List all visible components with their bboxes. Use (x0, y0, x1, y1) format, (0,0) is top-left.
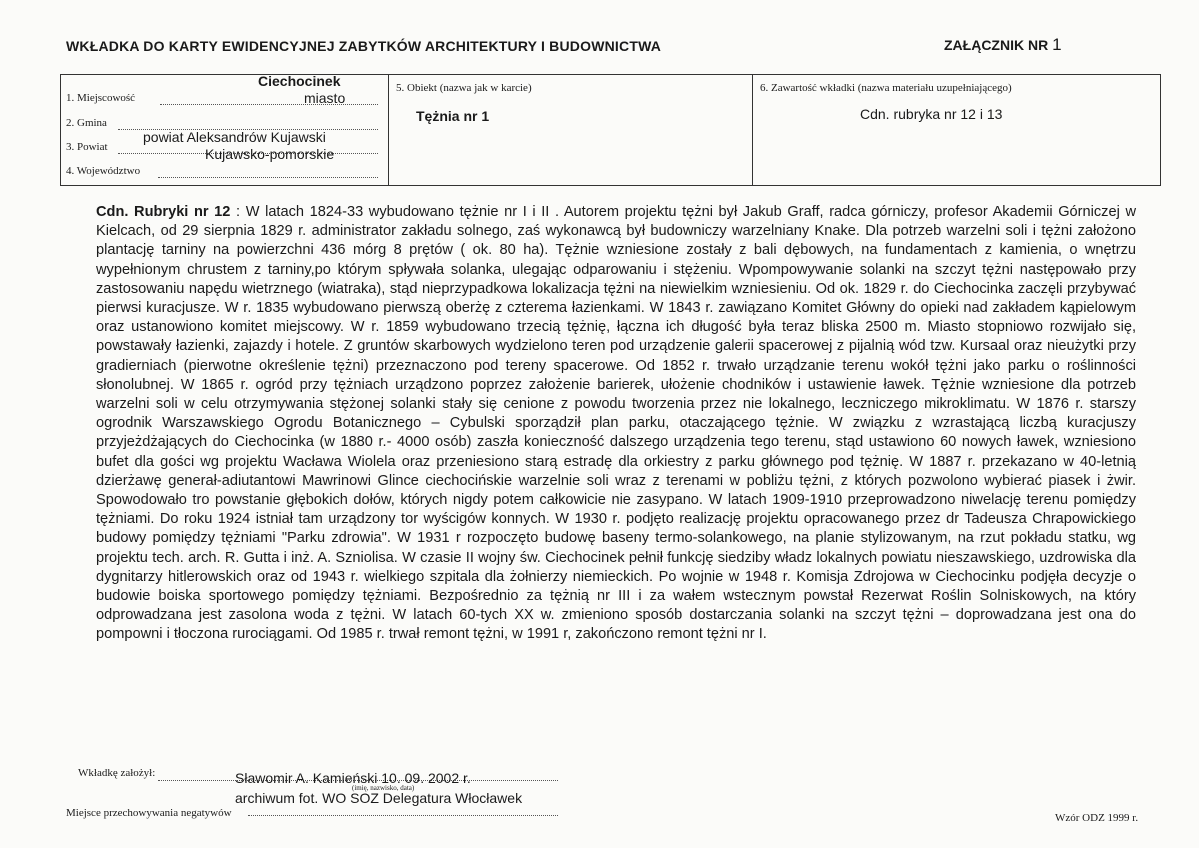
attachment-label: ZAŁĄCZNIK NR (944, 37, 1049, 53)
attachment-number-value: 1 (1052, 35, 1062, 54)
voivodeship-value: Kujawsko-pomorskie (205, 146, 335, 162)
body-text: : W latach 1824-33 wybudowano tężnie nr I i II . Autorem projektu tężni był Jakub Graff, radca górniczy, profesor Akademii Górniczej w Kielcach, od 29 sierpnia 1829 r. administrator zakładu solnego, zaś wykonawcą był budowniczy warzelniany Knake. Dla potrzeb warzelni soli i tężni założono plantację tarniny na powierzchni 436 mórg 8 prętów ( ok. 80 ha). Tężnie wzniesione zostały z bali dębowych, na fundamentach z kamienia, o wnętrzu wypełnionym chrustem z tarniny,po którym spływała solanka, ulegając odparowaniu i stężeniu. Wpompowywanie solanki na szczyt tężni następowało przy zastosowaniu napędu wietrznego (wiatraka), stąd nieprzypadkowa lokalizacja tężni na niewielkim wzniesieniu. Od ok. 1829 r. do Ciechocinka zaczęli przybywać pierwsi kuracjusze. W r. 1835 wybudowano pierwszą oberżę z czterema łazienkami. W 1843 r. zawiązano Komitet Główny do opieki nad zakładem kąpielowym oraz ustanowiono komitet miejscowy. W r. 1859 wybudowano trzecią tężnię, łączna ich długość była teraz bliska 2500 m. Miasto stopniowo rozwijało się, powstawały łazienki, zajazdy i hotele. Z gruntów skarbowych wydzielono teren pod urządzenie galerii spacerowej z pijalnią wód tzw. Kursaal oraz nieużytki przy gradierniach (pierwotne określenie tężni) przeznaczono pod tereny spacerowe. Od 1852 r. trwało urządzanie terenu wokół tężni jako parku o roślinności słonolubnej. W 1865 r. ogród przy tężniach urządzono poprzez założenie barierek, ułożenie chodników i ustawienie ławek. Tężnie wzniesione dla potrzeb warzelni soli w celu otrzymywania stężonej solanki stały się cenione z powodu tworzenia przez nie lokalnego, leczniczego mikroklimatu. W 1876 r. starszy ogrodnik Warszawskiego Ogrodu Botanicznego – Cybulski sporządził plan parku, otaczającego tężnie. W związku z wzrastającą liczbą kuracjuszy przyjeżdżających do Ciechocinka (w 1880 r.- 4000 osób) zaszła konieczność dalszego urządzenia tego terenu, stąd ustawiono 60 nowych ławek, wzniesiono bufet dla gości wg projektu Wacława Wiolela oraz przeniesiono starą estradę dla orkiestry z parku głównego pod tężnię. W 1887 r. przekazano w 40-letnią dzierżawę generał-adiutantowi Mawrinowi Glince ciechocińskie warzelnie soli wraz z terenami w pobliżu tężni, z których pozwolono wybierać piasek i żwir. Spowodowało tro powstanie głębokich dołów, których nigdy potem całkowicie nie zasypano. W latach 1909-1910 przeprowadzono niwelację terenu pomiędzy tężniami. Do roku 1924 istniał tam urządzony tor wyścigów konnych. W 1930 r. podjęto realizację projektu opracowanego przez dr Tadeusza Chrapowickiego budowy pomiędzy tężniami "Parku zdrowia". W 1931 r rozpoczęto budowę baseny termo-solankowego, na planie stylizowanym, na rzut pokładu statku, wg projektu tech. arch. R. Gutta i inż. A. Szniolisa. W czasie II wojny św. Ciechocinek pełnił funkcję siedziby władz lokalnych powiatu nieszawskiego, uzdrowiska dla dygnitarzy hitlerowskich oraz od 1943 r. wielkiego szpitala dla żołnierzy niemieckich. Po wojnie w 1948 r. Komisja Zdrojowa w Ciechocinku podjęła decyzje o budowie boiska sportowego pomiędzy tężniami. Bezpośrednio za tężnią nr III i za wałem wstecznym powstał Rezerwat Roślin Solniskowych, na który odprowadzana jest zasolona woda z tężni. W latach 60-tych XX w. zmieniono sposób dostarczania solanki na szczyt tężni – doprowadzana jest ona do pompowni i tłoczona rurociągami. Od 1985 r. trwał remont tężni, w 1991 r, zakończono remont tężni nr I. (96, 204, 1136, 643)
commune-label: 2. Gmina (66, 117, 107, 129)
voivodeship-label: 4. Województwo (66, 165, 141, 177)
column-divider (752, 74, 753, 186)
form-title: WKŁADKA DO KARTY EWIDENCYJNEJ ZABYTKÓW ARCHITEKTURY I BUDOWNICTWA (66, 38, 662, 54)
attachment-number (944, 35, 1062, 55)
locality-value: miasto (304, 90, 346, 106)
created-by-hint: (imię, nazwisko, data) (352, 784, 415, 792)
storage-label: Miejsce przechowywania negatywów (66, 807, 232, 819)
county-value: powiat Aleksandrów Kujawski (143, 129, 326, 145)
section-label: Cdn. Rubryki nr 12 (96, 204, 231, 220)
created-by-value: Sławomir A. Kamieński 10. 09. 2002 r. (235, 770, 471, 786)
dotted-line (248, 815, 558, 816)
body-paragraph (96, 203, 1136, 645)
locality-value-top: Ciechocinek (258, 73, 341, 89)
locality-label: 1. Miejscowość (66, 92, 136, 104)
county-label: 3. Powiat (66, 141, 108, 153)
dotted-line (158, 177, 378, 178)
object-value: Tężnia nr 1 (416, 108, 490, 124)
contents-label: 6. Zawartość wkładki (nazwa materiału uzupełniającego) (760, 82, 1012, 94)
form-version: Wzór ODZ 1999 r. (1055, 812, 1139, 824)
object-label: 5. Obiekt (nazwa jak w karcie) (396, 82, 532, 94)
contents-value: Cdn. rubryka nr 12 i 13 (860, 106, 1003, 122)
column-divider (388, 74, 389, 186)
storage-value: archiwum fot. WO SOZ Delegatura Włocławek (235, 790, 523, 806)
dotted-line (160, 104, 378, 105)
created-by-label: Wkładkę założył: (78, 767, 156, 779)
